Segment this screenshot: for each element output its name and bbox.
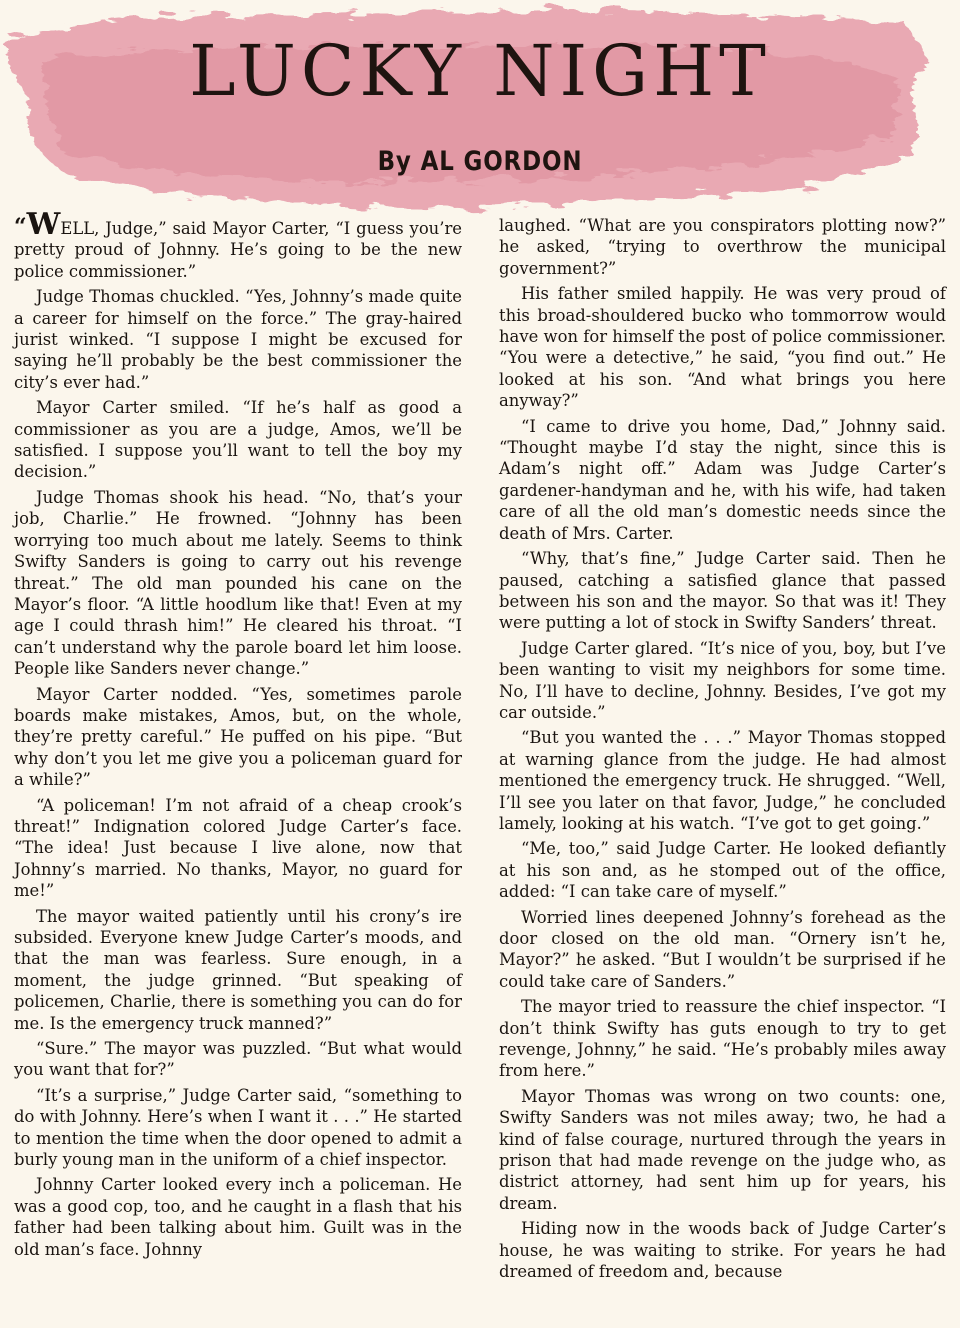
paragraph: The mayor tried to reassure the chief inspector. “I don’t think Swifty has guts enough to try to get revenge, Johnny,” he said. “He’s probably miles away from here.” [499,997,946,1081]
paragraph [14,207,462,282]
left-column [14,207,462,1264]
story-title: LUCKY NIGHT [189,30,771,112]
paragraph: The mayor waited patiently until his crony’s ire subsided. Everyone knew Judge Carter’s moods, and that the man was fearless. Sure enough, in a moment, the judge grinned. “But speaking of policemen, Charlie, there is something you can do for me. Is the emergency truck manned?” [14,906,462,1033]
paragraph: “Sure.” The mayor was puzzled. “But what would you want that for?” [14,1039,462,1080]
title-banner [0,0,960,215]
byline: By AL GORDON [377,146,583,177]
paragraph: “Why, that’s fine,” Judge Carter said. Then he paused, catching a satisfied glance that passed between his son and the mayor. So that was it! They were putting a lot of stock in Swifty Sanders’ threat. [499,549,946,633]
paragraph: “But you wanted the . . .” Mayor Thomas stopped at warning glance from the judge. He had almost mentioned the emergency truck. He shrugged. “Well, I’ll see you later on that favor, Judge,” he concluded lamely, looking at his watch. “I’ve got to get going.” [499,728,946,833]
paragraph: “A policeman! I’m not afraid of a cheap crook’s threat!” Indignation colored Judge Carter’s face. “The idea! Just because I live alone, now that Johnny’s married. No thanks, Mayor, no guard for me!” [14,795,462,901]
paragraph: Judge Thomas chuckled. “Yes, Johnny’s made quite a career for himself on the force.” The gray-haired jurist winked. “I suppose I might be excused for saying he’ll probably be the best commissioner the city’s ever had.” [14,287,462,392]
paragraph: Hiding now in the woods back of Judge Carter’s house, he was waiting to strike. For years he had dreamed of freedom and, because [499,1219,946,1282]
paragraph: “Me, too,” said Judge Carter. He looked defiantly at his son and, as he stomped out of the office, added: “I can take care of myself.” [499,839,946,902]
paragraph: Judge Thomas shook his head. “No, that’s your job, Charlie.” He frowned. “Johnny has been worrying too much about me lately. Seems to think Swifty Sanders is going to carry out his revenge threat.” The old man pounded his cane on the Mayor’s floor. “A little hoodlum like that! Even at my age I could thrash him!” He cleared his throat. “I can’t understand why the parole board let him loose. People like Sanders never change.” [14,487,462,679]
paragraph: Mayor Carter smiled. “If he’s half as good a commissioner as you are a judge, Amos, we’ll be satisfied. I suppose you’ll want to tell the boy my decision.” [14,398,462,482]
right-column [499,215,946,1287]
paragraph: Mayor Thomas was wrong on two counts: one, Swifty Sanders was not miles away; two, he had a kind of false courage, nurtured through the years in prison that had made revenge on the judge who, as district attorney, had sent him up for years, his dream. [499,1086,946,1213]
article-body [0,207,960,1328]
paragraph: Johnny Carter looked every inch a policeman. He was a good cop, too, and he caught in a flash that his father had been talking about him. Guilt was in the old man’s face. Johnny [14,1175,462,1259]
paragraph: “It’s a surprise,” Judge Carter said, “something to do with Johnny. Here’s when I want it . . .” He started to mention the time when the door opened to admit a burly young man in the uniform of a chief inspector. [14,1085,462,1170]
paragraph-text: ELL, Judge,” said Mayor Carter, “I guess you’re pretty proud of Johnny. He’s going to be the new police commissioner.” [14,219,462,281]
drop-cap: W [26,207,61,242]
paragraph: “I came to drive you home, Dad,” Johnny said. “Thought maybe I’d stay the night, since this is Adam’s night off.” Adam was Judge Carter’s gardener-handyman and he, with his wife, had taken care of all the old man’s domestic needs since the death of Mrs. Carter. [499,416,946,543]
paragraph: Mayor Carter nodded. “Yes, sometimes parole boards make mistakes, Amos, but, on the whole, they’re pretty careful.” He puffed on his pipe. “But why don’t you let me give you a policeman guard for a while?” [14,684,462,790]
paragraph: His father smiled happily. He was very proud of this broad-shouldered bucko who tommorrow would have won for himself the post of police commissioner. “You were a detective,” he said, “you find out.” He looked at his son. “And what brings you here anyway?” [499,284,946,411]
opening-quote: “ [14,214,27,240]
paragraph: Worried lines deepened Johnny’s forehead as the door closed on the old man. “Ornery isn’t he, Mayor?” he asked. “But I wouldn’t be surprised if he could take care of Sanders.” [499,907,946,991]
paragraph: Judge Carter glared. “It’s nice of you, boy, but I’ve been wanting to visit my neighbors for some time. No, I’ll have to decline, Johnny. Besides, I’ve got my car outside.” [499,638,946,722]
paragraph: laughed. “What are you conspirators plotting now?” he asked, “trying to overthrow the municipal government?” [499,216,946,278]
